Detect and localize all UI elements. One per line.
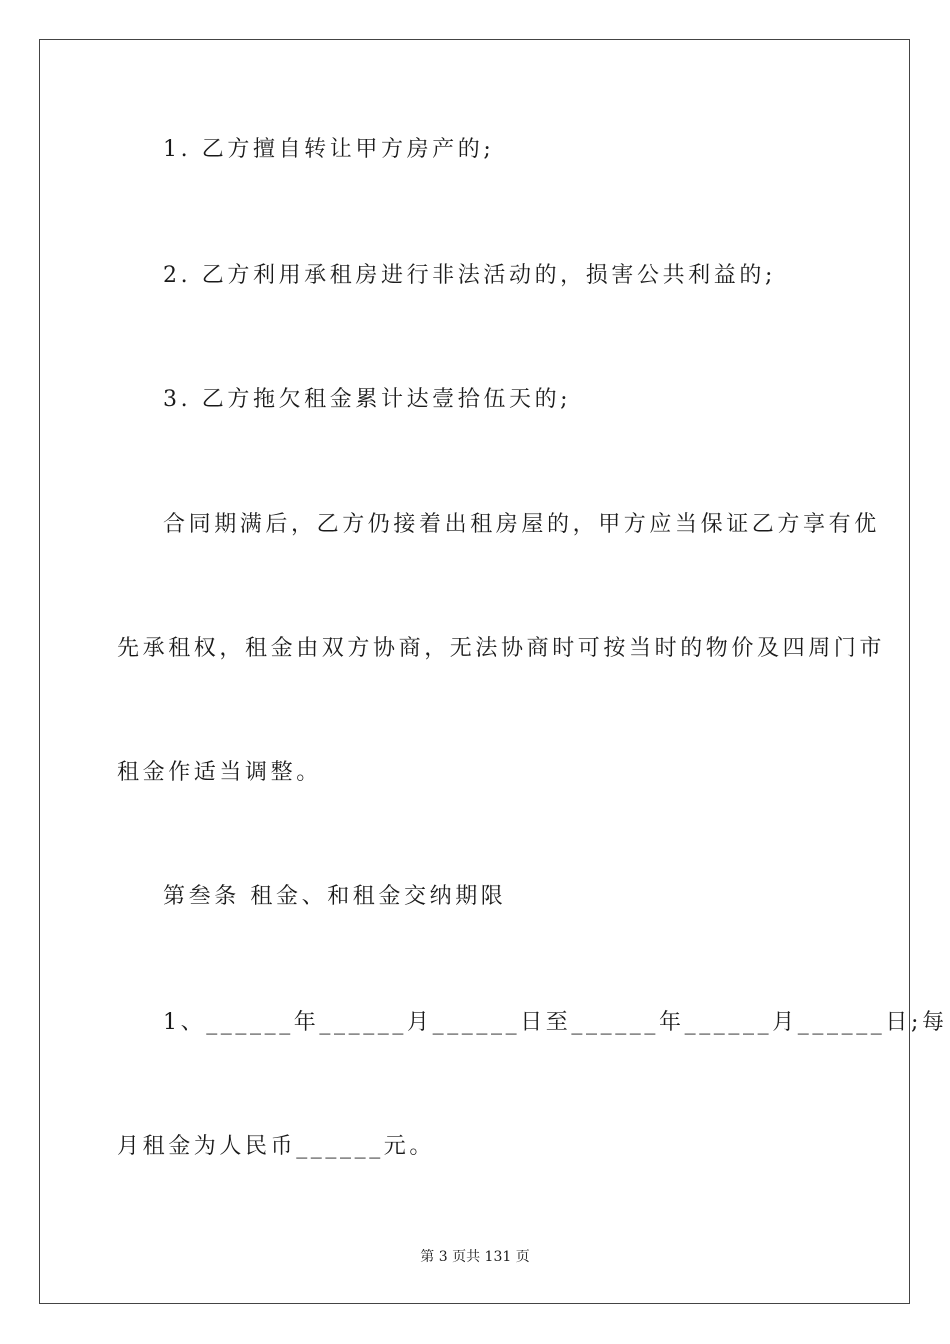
clause-item-3: 3. 乙方拖欠租金累计达壹拾伍天的; <box>163 387 572 412</box>
paragraph-line-1: 合同期满后，乙方仍接着出租房屋的，甲方应当保证乙方享有优 <box>163 512 880 537</box>
rent-term-line-1: 1、______年______月______日至______年______月______日;每 <box>163 1010 948 1035</box>
rent-term-line-2: 月租金为人民币______元。 <box>117 1134 436 1159</box>
paragraph-line-2: 先承租权，租金由双方协商，无法协商时可按当时的物价及四周门市 <box>117 636 886 661</box>
page-footer <box>0 1248 950 1266</box>
paragraph-line-3: 租金作适当调整。 <box>117 760 322 785</box>
page-border <box>39 39 910 1304</box>
article-heading: 第叁条 租金、和租金交纳期限 <box>163 884 507 909</box>
clause-item-2: 2. 乙方利用承租房进行非法活动的，损害公共利益的; <box>163 263 776 288</box>
page-number: 第 3 页 <box>420 1249 467 1265</box>
clause-item-1: 1. 乙方擅自转让甲方房产的; <box>163 137 495 162</box>
page-total: 共 131 页 <box>466 1249 530 1265</box>
